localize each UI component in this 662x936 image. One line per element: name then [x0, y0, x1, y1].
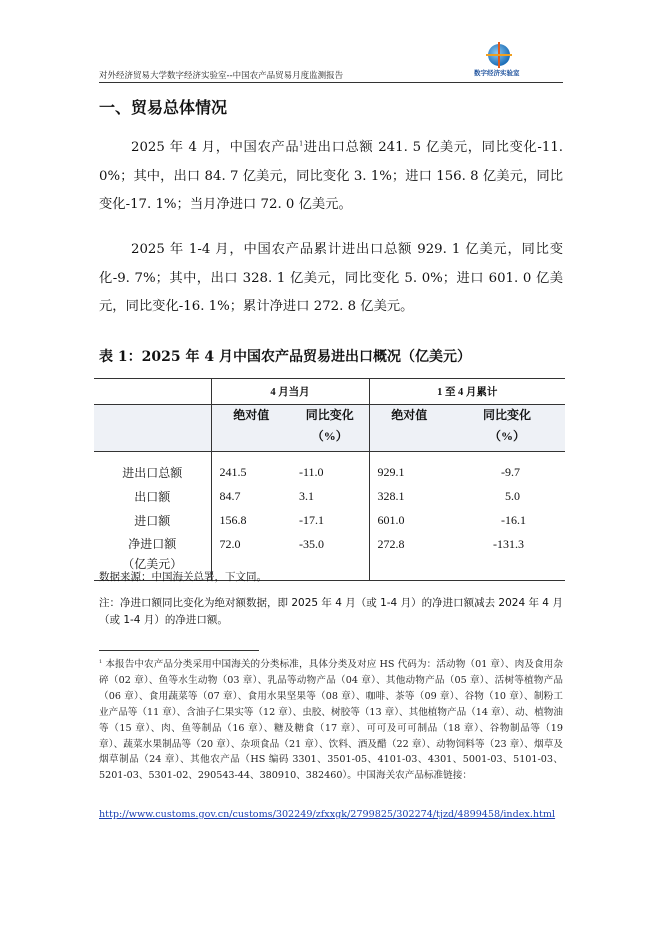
- footnote-ref[interactable]: 1: [299, 140, 304, 148]
- month-abs-cell: 84.7: [211, 484, 291, 508]
- header-month: 4 月当月: [211, 379, 369, 405]
- cum-abs-cell: 272.8: [369, 532, 449, 581]
- yoy-label: 同比变化: [482, 408, 531, 422]
- row-label: 出口额: [134, 489, 171, 504]
- data-source: 数据来源：中国海关总署，下文同。: [99, 571, 267, 583]
- running-header: 对外经济贸易大学数字经济实验室--中国农产品贸易月度监测报告: [99, 71, 344, 81]
- cum-yoy-cell: -9.7: [501, 464, 520, 479]
- subheader-month-abs: 绝对值: [211, 405, 291, 452]
- footnote-divider: [99, 650, 259, 651]
- footnote: [99, 657, 563, 784]
- footnote-mark: 1: [99, 658, 103, 665]
- month-abs-cell: 156.8: [211, 508, 291, 532]
- yoy-unit: （%）: [488, 429, 525, 443]
- month-abs-cell: 72.0: [211, 532, 291, 581]
- footnote-text: 本报告中农产品分类采用中国海关的分类标准，具体分类及对应 HS 代码为：活动物（01 章）、肉及食用杂碎（02 章）、鱼等水生动物（03 章）、乳品等动物产品（04 章）、其他动物产品（05 章）、活树等植物产品（06 章）、食用蔬菜等（07 章）、食用水果坚果等（08 章）、咖啡、茶等（09 章）、谷物（10 章）、制粉工业产品等（11 章）、含油子仁果实等（12 章）、虫胶、树胶等（13 章）、其他植物产品（14 章）、动、植物油等（15 章）、肉、鱼等制品（16 章）、糖及糖食（17 章）、可可及可可制品（18 章）、谷物制品等（19 章）、蔬菜水果制品等（20 章）、杂项食品（21 章）、饮料、酒及醋（22 章）、动物饲料等（23 章）、烟草及烟草制品（24 章）、其他农产品（HS 编码 3301、3501-05、4101-03、4301、5001-03、5101-03、5201-03、5301-02、290543-44、380910、382460）。中国海关农产品标准链接：: [99, 659, 563, 782]
- row-label-main: 净进口额: [128, 537, 177, 551]
- yoy-label: 同比变化: [305, 408, 354, 422]
- para1-text-a: 2025 年 4 月，中国农产品: [131, 140, 300, 155]
- cum-abs-cell: 328.1: [369, 484, 449, 508]
- logo-label: 数字经济实验室: [474, 69, 520, 77]
- section-title: 一、贸易总体情况: [99, 98, 228, 117]
- subheader-cum-abs: 绝对值: [369, 405, 449, 452]
- customs-standard-link[interactable]: http://www.customs.gov.cn/customs/302249/zfxxgk/2799825/302274/tjzd/4899458/index.html: [99, 809, 556, 820]
- table-sub-header: [94, 405, 565, 452]
- subheader-blank: [94, 405, 211, 452]
- trade-summary-table: [94, 378, 565, 581]
- row-label-unit: （亿美元）: [122, 557, 183, 571]
- para1-text-b: 进出口总额 241. 5 亿美元，同比变化-11. 0%；其中，出口 84. 7 亿美元，同比变化 3. 1%；进口 156. 8 亿美元，同比变化-17. 1%；当月净进口 72. 0 亿美元。: [99, 140, 564, 212]
- table-title: 表 1：2025 年 4 月中国农产品贸易进出口概况（亿美元）: [99, 349, 471, 365]
- table-row: [94, 484, 565, 508]
- yoy-unit: （%）: [311, 429, 348, 443]
- table-row: [94, 452, 565, 485]
- globe-icon: [488, 44, 510, 66]
- header-divider: [99, 82, 563, 83]
- cum-yoy-cell: 5.0: [505, 488, 520, 503]
- month-yoy-cell: -17.1: [299, 512, 324, 527]
- header-cumulative: 1 至 4 月累计: [369, 379, 565, 405]
- cum-yoy-cell: -131.3: [449, 532, 565, 581]
- cum-abs-cell: 929.1: [369, 452, 449, 485]
- cum-yoy-cell: -16.1: [501, 512, 526, 527]
- paragraph-cumulative: 2025 年 1-4 月，中国农产品累计进出口总额 929. 1 亿美元，同比变化-9. 7%；其中，出口 328. 1 亿美元，同比变化 5. 0%；进口 601. 0 亿美元，同比变化-16. 1%；累计净进口 272. 8 亿美元。: [99, 242, 563, 314]
- table-group-header: [94, 379, 565, 405]
- month-yoy-cell: -35.0: [291, 532, 369, 581]
- subheader-month-yoy: [291, 405, 369, 452]
- paragraph-monthly: [99, 134, 563, 220]
- subheader-cum-yoy: [449, 405, 565, 452]
- lab-logo: [474, 44, 544, 84]
- row-label: 进出口总额: [122, 465, 183, 480]
- table-note: 注：净进口额同比变化为绝对额数据，即 2025 年 4 月（或 1-4 月）的净进口额减去 2024 年 4 月（或 1-4 月）的净进口额。: [99, 597, 563, 626]
- header-blank: [94, 379, 211, 405]
- row-label: 进口额: [134, 513, 171, 528]
- month-yoy-cell: -11.0: [299, 464, 324, 479]
- month-yoy-cell: 3.1: [299, 488, 314, 503]
- cum-abs-cell: 601.0: [369, 508, 449, 532]
- month-abs-cell: 241.5: [211, 452, 291, 485]
- table-row: [94, 508, 565, 532]
